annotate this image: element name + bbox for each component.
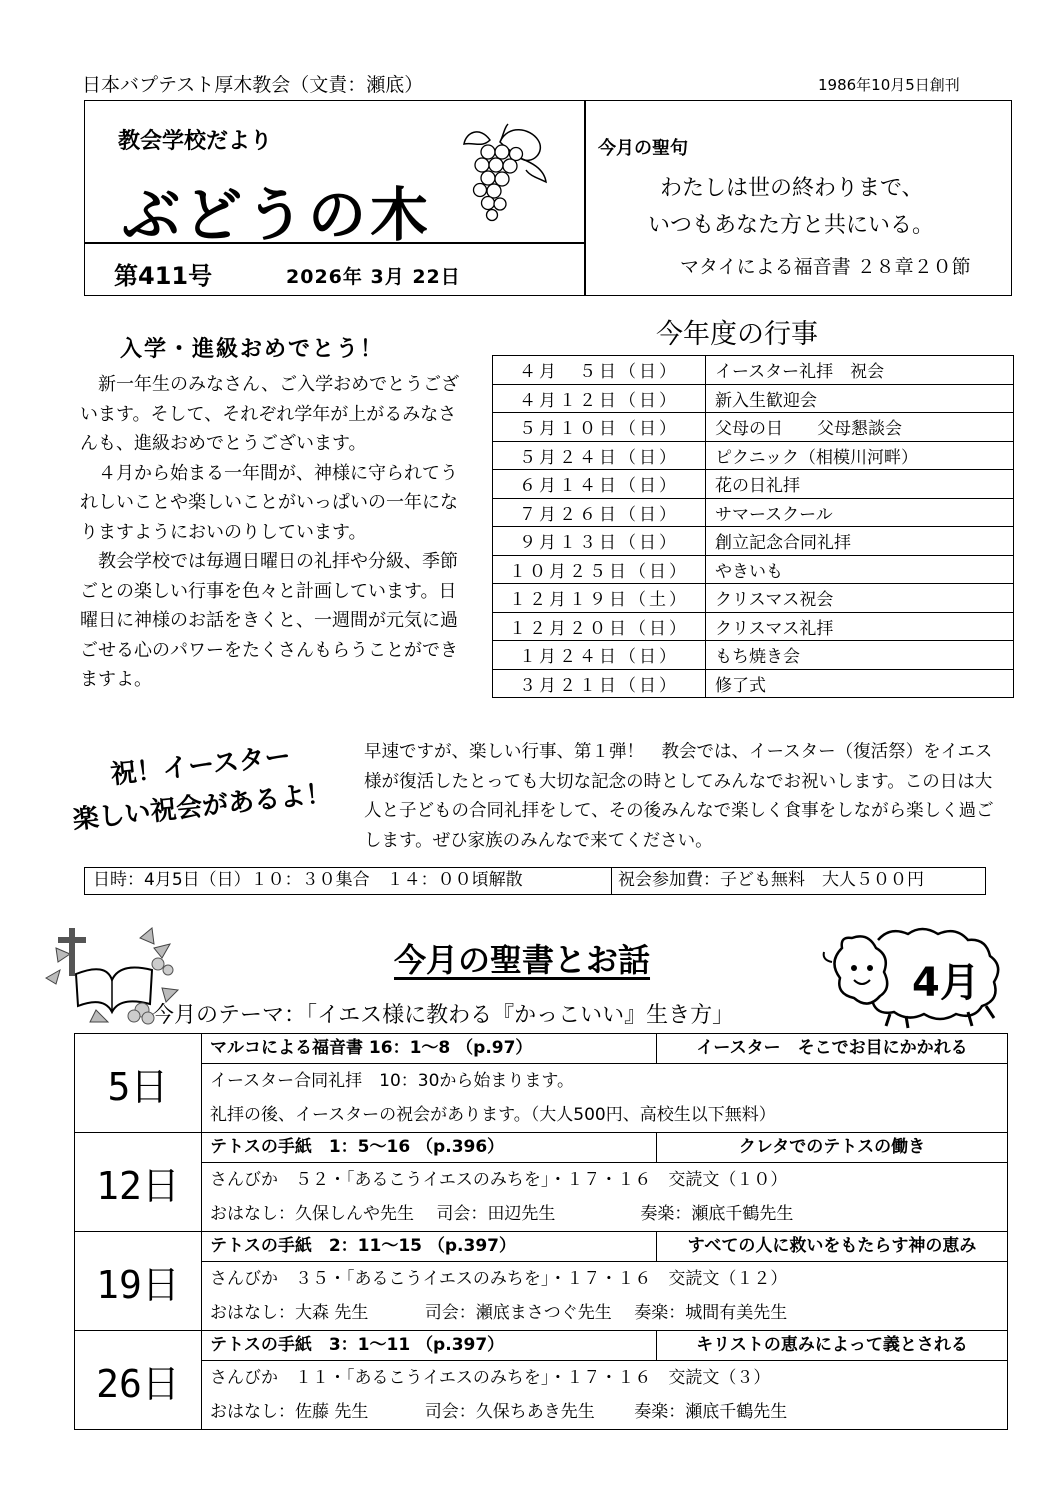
week-topic: イースター そこでお目にかかれる — [696, 1038, 968, 1058]
event-row — [493, 356, 1014, 385]
week-row — [75, 1331, 1008, 1430]
issue-number: 第411号 — [114, 262, 213, 290]
sheep-icon — [818, 922, 1014, 1030]
easter-fee: 祝会参加費：子ども無料 大人５００円 — [618, 870, 924, 890]
event-row — [493, 384, 1014, 413]
event-date: ９月１３日（日） — [493, 527, 706, 556]
week-header — [202, 1232, 1007, 1262]
week-detail — [202, 1133, 1008, 1232]
monthly-theme: 今月のテーマ：「イエス様に教わる『かっこいい』生き方」 — [152, 1003, 735, 1028]
easter-info-box — [84, 867, 986, 895]
week-scripture: テトスの手紙 2：11～15 （p.397） — [202, 1232, 657, 1261]
event-name: 修了式 — [706, 669, 1014, 698]
week-line: さんびか ５２・「あるこうイエスのみちを」・１７・１６ 交読文（１０） — [210, 1170, 788, 1190]
event-date: １月２４日（日） — [493, 641, 706, 670]
newsletter-subtitle: 教会学校だより — [118, 129, 273, 154]
easter-body: 早速ですが、楽しい行事、第１弾！ 教会では、イースター（復活祭）をイエス様が復活したとっても大切な記念の時としてみんなでお祝いします。この日は大人と子どもの合同礼拝をして、その後みんなで楽しく食事をしながら楽しく過ごします。ぜひ家族のみんなで来てください。 — [364, 742, 994, 851]
event-name: 創立記念合同礼拝 — [706, 527, 1014, 556]
week-day: 26日 — [75, 1331, 202, 1430]
month-label: 4月 — [912, 960, 980, 1006]
week-line: さんびか １１・「あるこうイエスのみちを」・１７・１６ 交読文（３） — [210, 1368, 771, 1388]
week-line: さんびか ３５・「あるこうイエスのみちを」・１７・１６ 交読文（１２） — [210, 1269, 788, 1289]
event-row — [493, 470, 1014, 499]
week-header — [202, 1034, 1007, 1064]
intro-paragraph: 新一年生のみなさん、ご入学おめでとうございます。そして、それぞれ学年が上がるみなさんも、進級おめでとうございます。 — [80, 374, 460, 454]
event-row — [493, 669, 1014, 698]
event-name: サマースクール — [706, 498, 1014, 527]
event-row — [493, 498, 1014, 527]
verse-reference: マタイによる福音書 ２８章２０節 — [680, 256, 971, 278]
event-date: ４月１２日（日） — [493, 384, 706, 413]
week-detail — [202, 1331, 1008, 1430]
intro-body — [80, 370, 468, 695]
verse-text: わたしは世の終わりまで、 — [660, 176, 924, 201]
week-day: 12日 — [75, 1133, 202, 1232]
event-row — [493, 641, 1014, 670]
event-date: １０月２５日（日） — [493, 555, 706, 584]
week-day: 19日 — [75, 1232, 202, 1331]
event-date: ５月１０日（日） — [493, 413, 706, 442]
week-row — [75, 1232, 1008, 1331]
monthly-title: 今月の聖書とお話 — [394, 941, 651, 979]
event-name: 父母の日 父母懇談会 — [706, 413, 1014, 442]
event-row — [493, 612, 1014, 641]
schedule-table — [74, 1033, 1008, 1430]
week-line: おはなし：久保しんや先生 司会：田辺先生 奏楽：瀬底千鶴先生 — [210, 1204, 794, 1224]
event-date: ７月２６日（日） — [493, 498, 706, 527]
event-name: もち焼き会 — [706, 641, 1014, 670]
church-name: 日本バプテスト厚木教会（文責：瀬底） — [82, 74, 424, 96]
week-line: イースター合同礼拝 10：30から始まります。 — [210, 1071, 575, 1091]
easter-heading: 祝！イースター — [109, 741, 293, 791]
verse-text: いつもあなた方と共にいる。 — [648, 213, 935, 238]
verse-label: 今月の聖句 — [598, 138, 688, 159]
masthead-divider — [584, 100, 586, 296]
events-table — [492, 355, 1014, 698]
intro-title: 入学・進級おめでとう！ — [120, 337, 385, 362]
intro-paragraph: ４月から始まる一年間が、神様に守られてうれしいことや楽しいことがいっぱいの一年になりますようにおいのりしています。 — [80, 462, 458, 543]
event-date: １２月２０日（日） — [493, 612, 706, 641]
events-title: 今年度の行事 — [656, 319, 818, 350]
founded-date: 1986年10月5日創刊 — [818, 76, 960, 94]
newsletter-title: ぶどうの木 — [122, 181, 433, 249]
week-day: 5日 — [75, 1034, 202, 1133]
week-detail — [202, 1232, 1008, 1331]
week-topic: クレタでのテトスの働き — [738, 1137, 926, 1157]
week-scripture: テトスの手紙 3：1～11 （p.397） — [202, 1331, 657, 1360]
grapes-icon — [460, 122, 552, 222]
event-name: 花の日礼拝 — [706, 470, 1014, 499]
week-detail — [202, 1034, 1008, 1133]
week-scripture: マルコによる福音書 16：1～8 （p.97） — [202, 1034, 657, 1063]
event-name: やきいも — [706, 555, 1014, 584]
intro-paragraph: 教会学校では毎週日曜日の礼拝や分級、季節ごとの楽しい行事を色々と計画しています。日曜日に神様のお話をきくと、一週間が元気に過ごせる心のパワーをたくさんもらうことができますよ。 — [80, 551, 458, 690]
event-row — [493, 584, 1014, 613]
week-row — [75, 1034, 1008, 1133]
event-name: イースター礼拝 祝会 — [706, 356, 1014, 385]
week-line: おはなし：大森 先生 司会：瀬底まさつぐ先生 奏楽：城間有美先生 — [210, 1303, 788, 1323]
week-line: おはなし：佐藤 先生 司会：久保ちあき先生 奏楽：瀬底千鶴先生 — [210, 1402, 788, 1422]
event-row — [493, 413, 1014, 442]
issue-date: 2026年 3月 22日 — [286, 266, 461, 288]
week-header — [202, 1133, 1007, 1163]
week-header — [202, 1331, 1007, 1361]
event-row — [493, 555, 1014, 584]
event-row — [493, 527, 1014, 556]
event-date: ５月２４日（日） — [493, 441, 706, 470]
week-topic: すべての人に救いをもたらす神の恵み — [687, 1236, 977, 1256]
event-name: ピクニック（相模川河畔） — [706, 441, 1014, 470]
event-name: クリスマス祝会 — [706, 584, 1014, 613]
easter-heading: 楽しい祝会があるよ！ — [71, 778, 334, 836]
week-row — [75, 1133, 1008, 1232]
event-name: クリスマス礼拝 — [706, 612, 1014, 641]
easter-when: 日時：4月5日（日）１０：３０集合 １４：００頃解散 — [85, 868, 612, 894]
event-row — [493, 441, 1014, 470]
week-topic: キリストの恵みによって義とされる — [696, 1335, 968, 1355]
event-date: ４月 ５日（日） — [493, 356, 706, 385]
event-name: 新入生歓迎会 — [706, 384, 1014, 413]
week-scripture: テトスの手紙 1：5～16 （p.396） — [202, 1133, 657, 1162]
event-date: ６月１４日（日） — [493, 470, 706, 499]
event-date: ３月２１日（日） — [493, 669, 706, 698]
event-date: １２月１９日（土） — [493, 584, 706, 613]
week-line: 礼拝の後、イースターの祝会があります。（大人500円、高校生以下無料） — [210, 1105, 776, 1125]
